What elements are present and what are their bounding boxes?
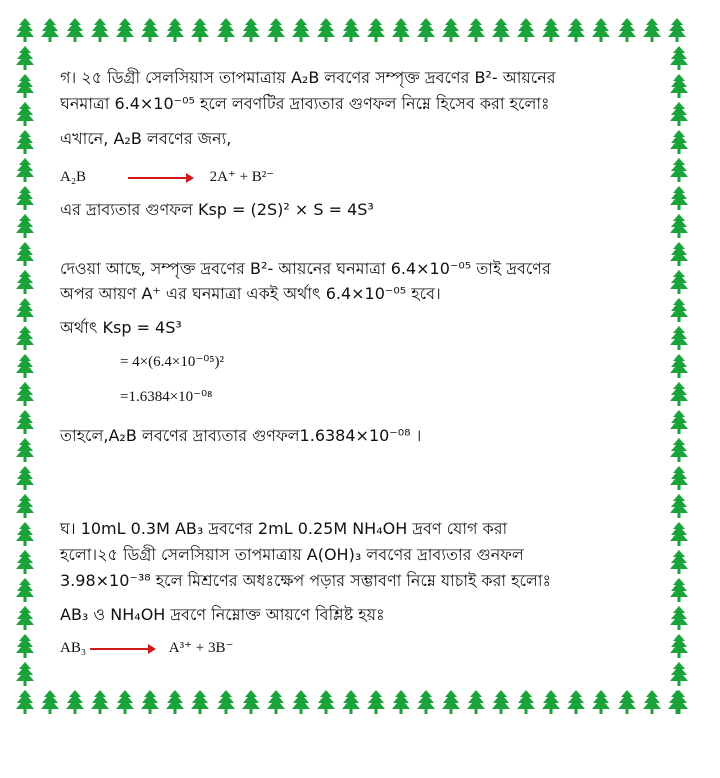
- christmas-tree-icon: [670, 102, 688, 130]
- christmas-tree-icon: [592, 18, 610, 46]
- christmas-tree-icon: [16, 102, 34, 130]
- christmas-tree-icon: [643, 18, 661, 46]
- christmas-tree-icon: [317, 18, 335, 46]
- christmas-tree-icon: [292, 690, 310, 718]
- christmas-tree-icon: [16, 298, 34, 326]
- reaction-a2b: [60, 167, 274, 187]
- conclusion-line: তাহলে,A₂B লবণের দ্রাব্যতার গুণফল1.6384×10⁻⁰⁸ ।: [60, 426, 422, 445]
- christmas-tree-icon: [392, 18, 410, 46]
- reaction-a2b-left: A₂B: [60, 169, 87, 185]
- christmas-tree-icon: [668, 18, 686, 46]
- section-ga-heading-1: গ। ২৫ ডিগ্রী সেলসিয়াস তাপমাত্রায় A₂B লবণের সম্পৃক্ত দ্রবণের B²- আয়নের: [60, 68, 556, 87]
- christmas-tree-icon: [91, 18, 109, 46]
- christmas-tree-icon: [670, 242, 688, 270]
- christmas-tree-icon: [166, 18, 184, 46]
- tree-border-left: [16, 46, 34, 686]
- tree-border-right: [670, 46, 688, 686]
- christmas-tree-icon: [16, 410, 34, 438]
- christmas-tree-icon: [242, 18, 260, 46]
- reaction-arrow-icon: [90, 648, 154, 650]
- christmas-tree-icon: [16, 466, 34, 494]
- christmas-tree-icon: [467, 690, 485, 718]
- tree-border-top: [16, 18, 686, 46]
- christmas-tree-icon: [16, 494, 34, 522]
- christmas-tree-icon: [670, 578, 688, 606]
- christmas-tree-icon: [367, 18, 385, 46]
- christmas-tree-icon: [116, 18, 134, 46]
- christmas-tree-icon: [492, 18, 510, 46]
- christmas-tree-icon: [66, 18, 84, 46]
- christmas-tree-icon: [16, 186, 34, 214]
- ksp-expression: এর দ্রাব্যতার গুণফল Ksp = (2S)² × S = 4S³: [60, 200, 374, 219]
- section-gha-line-3: 3.98×10⁻³⁸ হলে মিশ্রণের অধঃক্ষেপ পড়ার সম্ভাবণা নিম্নে যাচাই করা হলোঃ: [60, 571, 552, 590]
- christmas-tree-icon: [670, 634, 688, 662]
- christmas-tree-icon: [16, 634, 34, 662]
- reaction-ab3-left: AB₃: [60, 640, 87, 656]
- christmas-tree-icon: [367, 690, 385, 718]
- christmas-tree-icon: [417, 18, 435, 46]
- here-line: এখানে, A₂B লবণের জন্য,: [60, 129, 232, 148]
- christmas-tree-icon: [670, 382, 688, 410]
- christmas-tree-icon: [442, 18, 460, 46]
- christmas-tree-icon: [417, 690, 435, 718]
- divider-gap: [60, 230, 700, 236]
- section-ga-heading-2: ঘনমাত্রা 6.4×10⁻⁰⁵ হলে লবণটির দ্রাব্যতার গুণফল নিম্নে হিসেব করা হলোঃ: [60, 94, 550, 113]
- christmas-tree-icon: [542, 690, 560, 718]
- christmas-tree-icon: [16, 242, 34, 270]
- christmas-tree-icon: [292, 18, 310, 46]
- christmas-tree-icon: [16, 662, 34, 690]
- reaction-ab3: [60, 638, 233, 658]
- christmas-tree-icon: [317, 690, 335, 718]
- christmas-tree-icon: [670, 186, 688, 214]
- christmas-tree-icon: [217, 18, 235, 46]
- christmas-tree-icon: [670, 326, 688, 354]
- calc-line-1: = 4×(6.4×10⁻⁰⁵)²: [120, 354, 225, 370]
- calc-line-2: =1.6384×10⁻⁰⁸: [120, 389, 213, 405]
- christmas-tree-icon: [16, 158, 34, 186]
- christmas-tree-icon: [670, 494, 688, 522]
- christmas-tree-icon: [517, 18, 535, 46]
- christmas-tree-icon: [592, 690, 610, 718]
- christmas-tree-icon: [66, 690, 84, 718]
- christmas-tree-icon: [442, 690, 460, 718]
- christmas-tree-icon: [670, 606, 688, 634]
- christmas-tree-icon: [191, 18, 209, 46]
- christmas-tree-icon: [542, 18, 560, 46]
- christmas-tree-icon: [16, 326, 34, 354]
- given-line-1: দেওয়া আছে, সম্পৃক্ত দ্রবণের B²- আয়নের ঘনমাত্রা 6.4×10⁻⁰⁵ তাই দ্রবণের: [60, 259, 551, 278]
- christmas-tree-icon: [670, 74, 688, 102]
- christmas-tree-icon: [16, 522, 34, 550]
- christmas-tree-icon: [567, 18, 585, 46]
- reaction-arrow-icon: [128, 177, 192, 179]
- section-gha-line-2: হলো।২৫ ডিগ্রী সেলসিয়াস তাপমাত্রায় A(OH)₃ লবণের দ্রাব্যতার গুনফল: [60, 545, 524, 564]
- christmas-tree-icon: [16, 214, 34, 242]
- christmas-tree-icon: [41, 18, 59, 46]
- christmas-tree-icon: [467, 18, 485, 46]
- reaction-ab3-right: A³⁺ + 3B⁻: [168, 640, 234, 656]
- christmas-tree-icon: [16, 578, 34, 606]
- christmas-tree-icon: [643, 690, 661, 718]
- christmas-tree-icon: [16, 18, 34, 46]
- christmas-tree-icon: [141, 18, 159, 46]
- christmas-tree-icon: [16, 550, 34, 578]
- christmas-tree-icon: [618, 18, 636, 46]
- christmas-tree-icon: [492, 690, 510, 718]
- christmas-tree-icon: [217, 690, 235, 718]
- christmas-tree-icon: [670, 662, 688, 690]
- christmas-tree-icon: [242, 690, 260, 718]
- christmas-tree-icon: [670, 690, 688, 718]
- christmas-tree-icon: [392, 690, 410, 718]
- christmas-tree-icon: [517, 690, 535, 718]
- reaction-a2b-right: 2A⁺ + B²⁻: [209, 169, 275, 185]
- christmas-tree-icon: [16, 354, 34, 382]
- christmas-tree-icon: [16, 270, 34, 298]
- christmas-tree-icon: [141, 690, 159, 718]
- section-gha-line-4: AB₃ ও NH₄OH দ্রবণে নিম্নোক্ত আয়ণে বিশ্লিষ্ট হয়ঃ: [60, 605, 385, 624]
- christmas-tree-icon: [16, 46, 34, 74]
- christmas-tree-icon: [670, 354, 688, 382]
- ksp-so-line: অর্থাৎ Ksp = 4S³: [60, 318, 182, 337]
- christmas-tree-icon: [16, 606, 34, 634]
- christmas-tree-icon: [670, 130, 688, 158]
- christmas-tree-icon: [670, 214, 688, 242]
- christmas-tree-icon: [342, 690, 360, 718]
- christmas-tree-icon: [670, 298, 688, 326]
- christmas-tree-icon: [267, 18, 285, 46]
- tree-border-bottom: [16, 690, 686, 718]
- christmas-tree-icon: [116, 690, 134, 718]
- given-line-2: অপর আয়ণ A⁺ এর ঘনমাত্রা একই অর্থাৎ 6.4×10⁻⁰⁵ হবে।: [60, 284, 441, 303]
- christmas-tree-icon: [567, 690, 585, 718]
- christmas-tree-icon: [670, 46, 688, 74]
- christmas-tree-icon: [618, 690, 636, 718]
- christmas-tree-icon: [670, 438, 688, 466]
- christmas-tree-icon: [670, 158, 688, 186]
- christmas-tree-icon: [166, 690, 184, 718]
- christmas-tree-icon: [267, 690, 285, 718]
- christmas-tree-icon: [16, 382, 34, 410]
- christmas-tree-icon: [191, 690, 209, 718]
- christmas-tree-icon: [670, 270, 688, 298]
- christmas-tree-icon: [670, 550, 688, 578]
- christmas-tree-icon: [16, 74, 34, 102]
- christmas-tree-icon: [670, 466, 688, 494]
- christmas-tree-icon: [16, 690, 34, 718]
- section-gha-line-1: ঘ। 10mL 0.3M AB₃ দ্রবণের 2mL 0.25M NH₄OH দ্রবণ যোগ করা: [60, 519, 508, 538]
- christmas-tree-icon: [16, 130, 34, 158]
- christmas-tree-icon: [91, 690, 109, 718]
- christmas-tree-icon: [342, 18, 360, 46]
- christmas-tree-icon: [670, 410, 688, 438]
- christmas-tree-icon: [670, 522, 688, 550]
- christmas-tree-icon: [16, 438, 34, 466]
- christmas-tree-icon: [41, 690, 59, 718]
